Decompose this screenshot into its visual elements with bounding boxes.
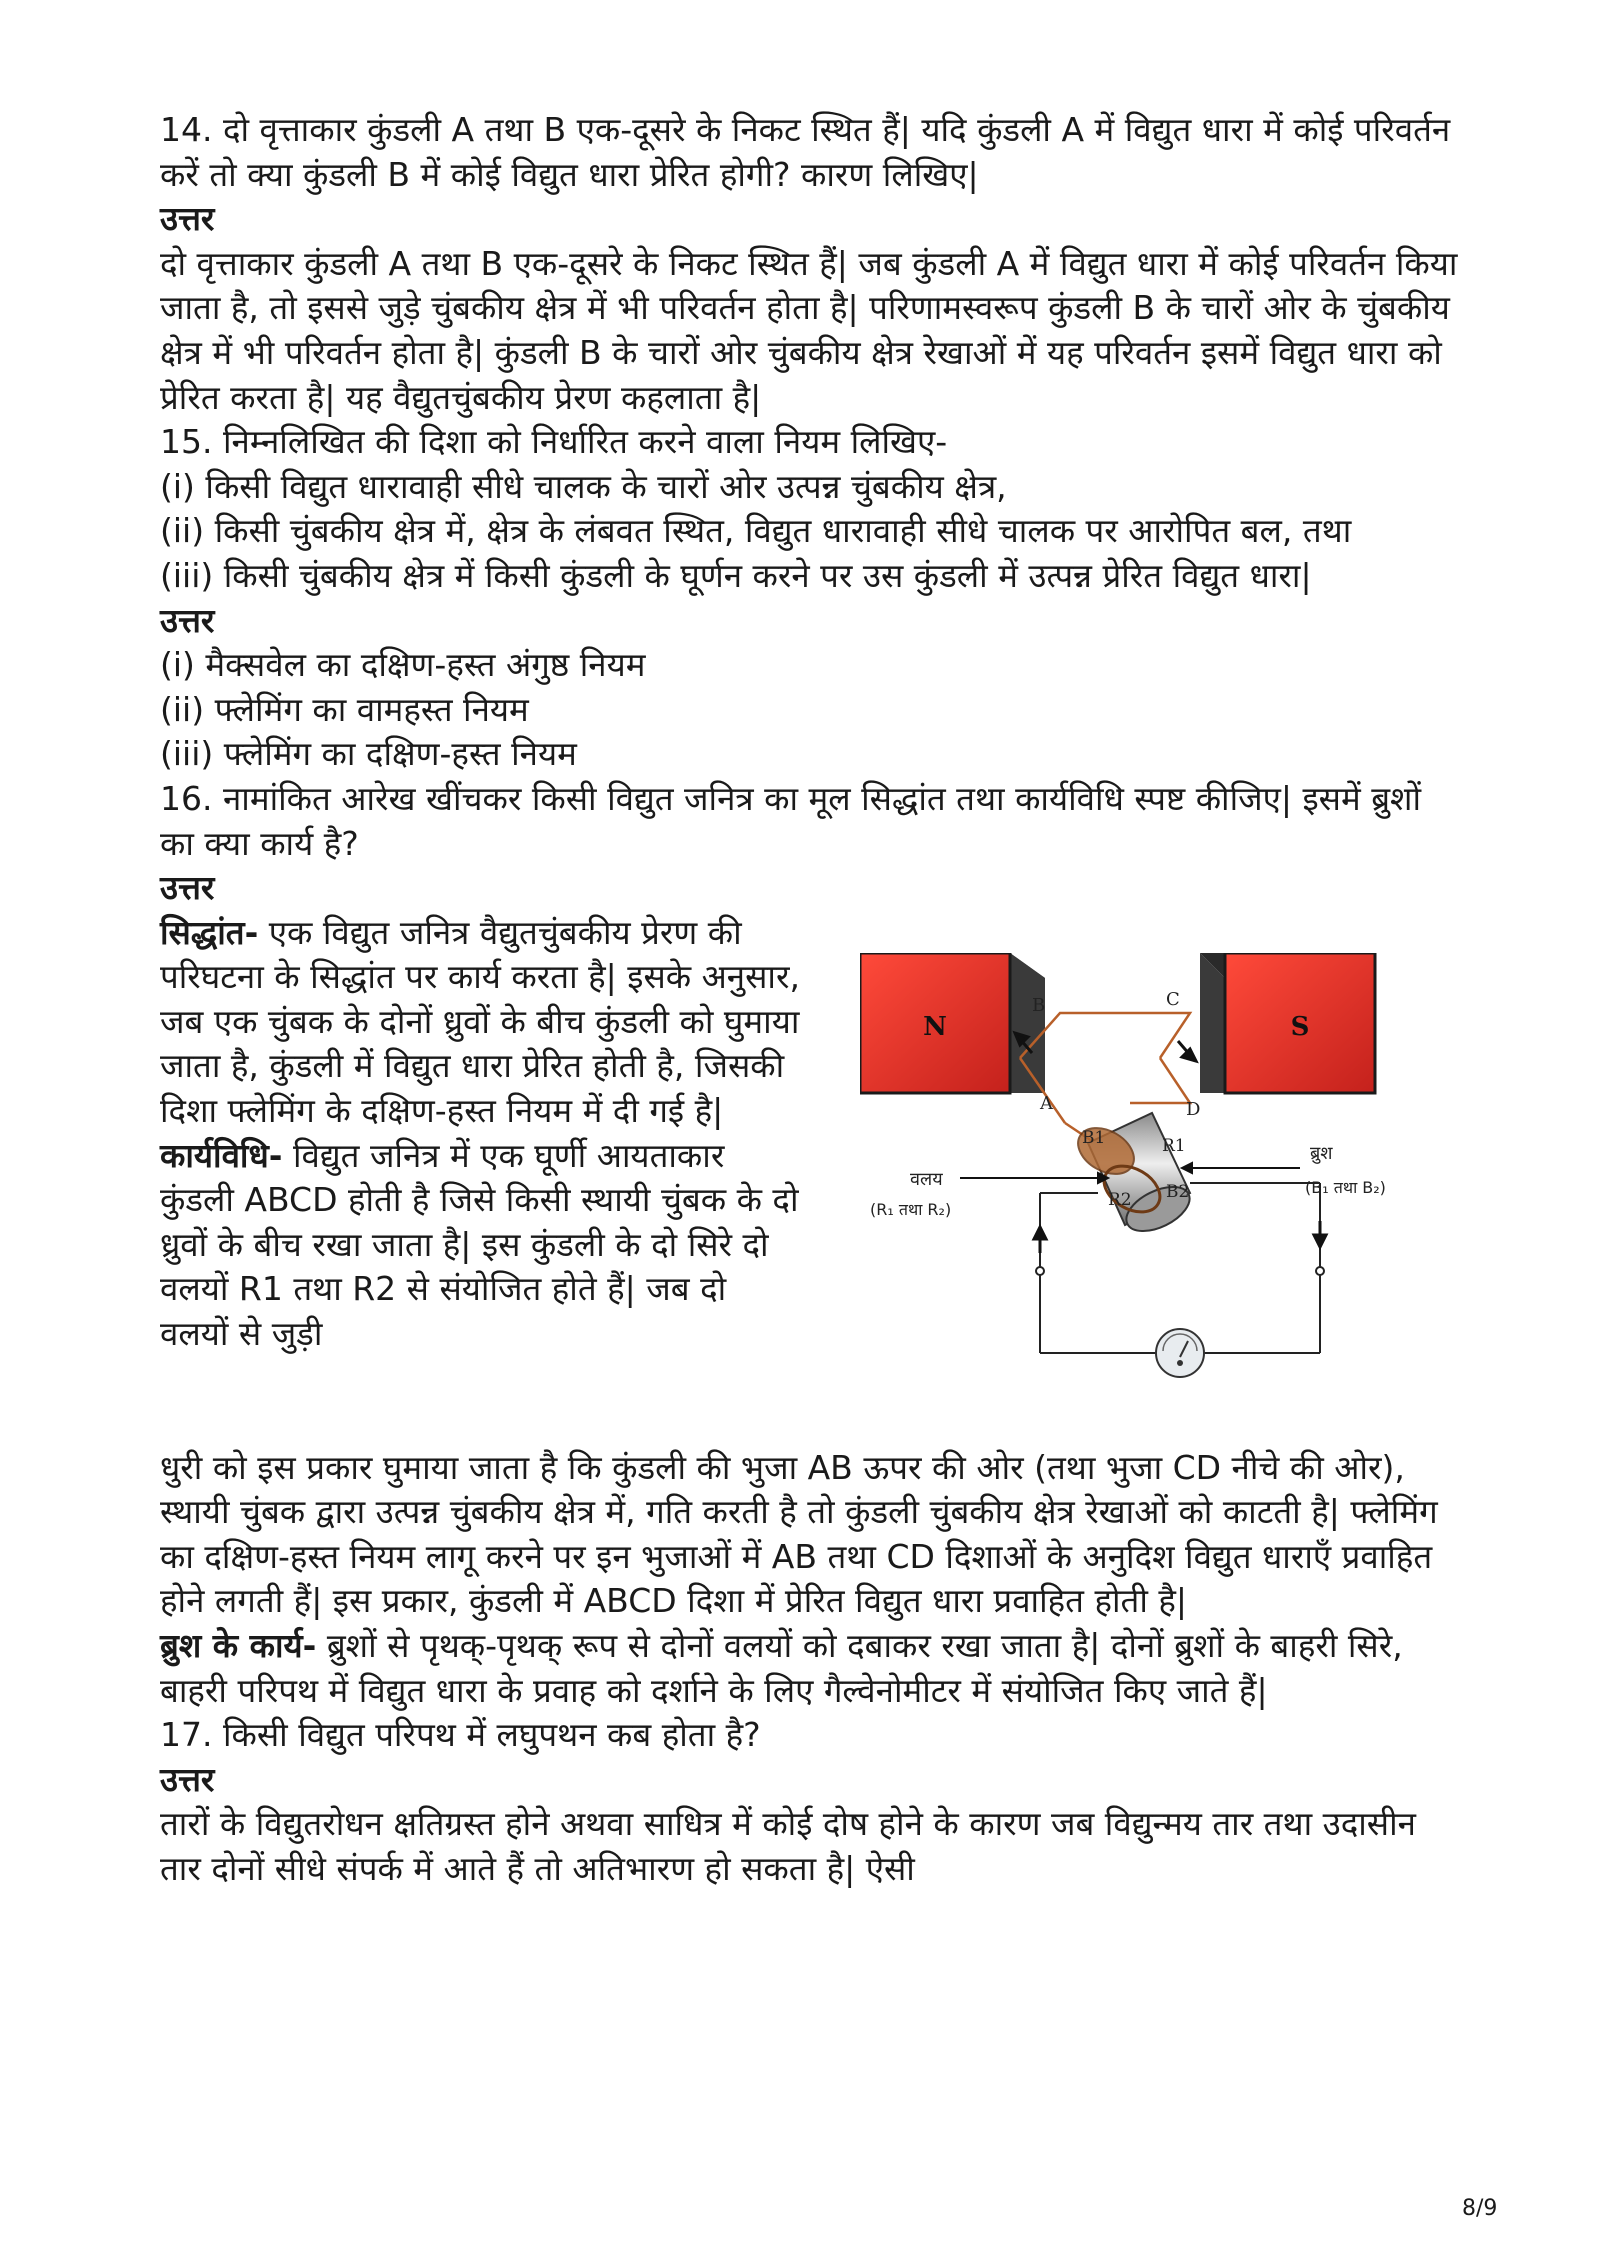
working-label: कार्यविधि- xyxy=(160,1135,283,1175)
north-magnet xyxy=(860,953,1045,1093)
generator-diagram xyxy=(860,953,1510,1393)
principle-paragraph xyxy=(160,911,800,1134)
answer-15-item: (ii) फ्लेमिंग का वामहस्त नियम xyxy=(160,689,529,729)
coil-label-d: D xyxy=(1186,1098,1201,1120)
question-15: 15. निम्नलिखित की दिशा को निर्धारित करने वाला नियम लिखिए- xyxy=(160,422,948,462)
galvanometer-icon xyxy=(1156,1329,1204,1377)
brush-label-b2: B2 xyxy=(1166,1181,1190,1202)
principle-block xyxy=(160,911,800,1357)
south-pole-label: S xyxy=(1290,1011,1310,1042)
answer-heading: उत्तर xyxy=(160,1759,215,1799)
coil-label-c: C xyxy=(1166,988,1180,1010)
ring-label: वलय xyxy=(910,1168,943,1190)
coil-label-b: B xyxy=(1032,994,1046,1016)
working-text: विद्युत जनित्र में एक घूर्णी आयताकार कुंडली ABCD होती है जिसे किसी स्थायी चुंबक के दो ध्रुवों के बीच रखा जाता है| इस कुंडली के दो सिरे दो वलयों R1 तथा R2 से संयोजित होते हैं| जब दो वलयों से जुड़ी xyxy=(160,1135,799,1354)
coil-abcd xyxy=(1020,1013,1190,1143)
south-magnet xyxy=(1200,953,1375,1093)
page-number: 8/9 xyxy=(1462,2196,1498,2221)
question-15-item: (iii) किसी चुंबकीय क्षेत्र में किसी कुंडली के घूर्णन करने पर उस कुंडली में उत्पन्न प्रेरित विद्युत धारा| xyxy=(160,555,1312,595)
brush-function-text: ब्रुशों से पृथक्-पृथक् रूप से दोनों वलयों को दबाकर रखा जाता है| दोनों ब्रुशों के बाहरी सिरे, बाहरी परिपथ में विद्युत धारा के प्रवाह को दर्शाने के लिए गैल्वेनोमीटर में संयोजित किए जाते हैं| xyxy=(160,1626,1403,1710)
answer-14: दो वृत्ताकार कुंडली A तथा B एक-दूसरे के निकट स्थित हैं| जब कुंडली A में विद्युत धारा में कोई परिवर्तन किया जाता है, तो इससे जुड़े चुंबकीय क्षेत्र में भी परिवर्तन होता है| परिणामस्वरूप कुंडली B के चारों ओर के चुंबकीय क्षेत्र में भी परिवर्तन होता है| कुंडली B के चारों ओर चुंबकीय क्षेत्र रेखाओं में यह परिवर्तन इसमें विद्युत धारा को प्रेरित करता है| यह वैद्युतचुंबकीय प्रेरण कहलाता है| xyxy=(160,243,1458,417)
ring-label-r1: R1 xyxy=(1162,1135,1186,1156)
brush-function-label: ब्रुश के कार्य- xyxy=(160,1626,317,1666)
question-17: 17. किसी विद्युत परिपथ में लघुपथन कब होता है? xyxy=(160,1715,761,1755)
coil-label-a: A xyxy=(1040,1092,1053,1114)
working-paragraph xyxy=(160,1134,800,1357)
principle-text: एक विद्युत जनित्र वैद्युतचुंबकीय प्रेरण की परिघटना के सिद्धांत पर कार्य करता है| इसके अनुसार, जब एक चुंबक के दोनों ध्रुवों के बीच कुंडली को घुमाया जाता है, कुंडली में विद्युत धारा प्रेरित होती है, जिसकी दिशा फ्लेमिंग के दक्षिण-हस्त नियम में दी गई है| xyxy=(160,912,800,1131)
answer-heading: उत्तर xyxy=(160,600,215,640)
answer-heading: उत्तर xyxy=(160,199,215,239)
working-continuation: धुरी को इस प्रकार घुमाया जाता है कि कुंडली की भुजा AB ऊपर की ओर (तथा भुजा CD नीचे की ओर), स्थायी चुंबक द्वारा उत्पन्न चुंबकीय क्षेत्र में, गति करती है तो कुंडली चुंबकीय क्षेत्र रेखाओं को काटती है| फ्लेमिंग का दक्षिण-हस्त नियम लागू करने पर इन भुजाओं में AB तथा CD दिशाओं के अनुदिश विद्युत धाराएँ प्रवाहित होने लगती हैं| इस प्रकार, कुंडली में ABCD दिशा में प्रेरित विद्युत धारा प्रवाहित होती है| xyxy=(160,1447,1438,1621)
north-pole-label: N xyxy=(923,1011,947,1042)
answer-17: तारों के विद्युतरोधन क्षतिग्रस्त होने अथवा साधित्र में कोई दोष होने के कारण जब विद्युन्मय तार तथा उदासीन तार दोनों सीधे संपर्क में आते हैं तो अतिभारण हो सकता है| ऐसी xyxy=(160,1804,1416,1889)
question-15-item: (i) किसी विद्युत धारावाही सीधे चालक के चारों ओर उत्पन्न चुंबकीय क्षेत्र, xyxy=(160,466,1007,506)
ring-sublabel: (R₁ तथा R₂) xyxy=(870,1199,952,1219)
answer-heading: उत्तर xyxy=(160,868,215,908)
principle-label: सिद्धांत- xyxy=(160,912,259,952)
question-15-item: (ii) किसी चुंबकीय क्षेत्र में, क्षेत्र के लंबवत स्थित, विद्युत धारावाही सीधे चालक पर आरोपित बल, तथा xyxy=(160,511,1352,551)
answer-15-item: (iii) फ्लेमिंग का दक्षिण-हस्त नियम xyxy=(160,734,577,774)
principle-with-figure xyxy=(160,911,1460,1446)
current-arrows xyxy=(1034,1221,1326,1253)
brush-label-b1: B1 xyxy=(1082,1127,1106,1148)
brush-function-paragraph xyxy=(160,1624,1460,1713)
ring-label-r2: R2 xyxy=(1108,1189,1132,1210)
answer-15-item: (i) मैक्सवेल का दक्षिण-हस्त अंगुष्ठ नियम xyxy=(160,645,646,685)
brush-sublabel: (B₁ तथा B₂) xyxy=(1305,1177,1386,1197)
question-16: 16. नामांकित आरेख खींचकर किसी विद्युत जनित्र का मूल सिद्धांत तथा कार्यविधि स्पष्ट कीजिए| इसमें ब्रुशों का क्या कार्य है? xyxy=(160,778,1422,863)
document-page xyxy=(160,108,1460,1892)
brush-label: ब्रुश xyxy=(1310,1142,1333,1164)
question-14: 14. दो वृत्ताकार कुंडली A तथा B एक-दूसरे के निकट स्थित हैं| यदि कुंडली A में विद्युत धारा में कोई परिवर्तन करें तो क्या कुंडली B में कोई विद्युत धारा प्रेरित होगी? कारण लिखिए| xyxy=(160,110,1451,194)
